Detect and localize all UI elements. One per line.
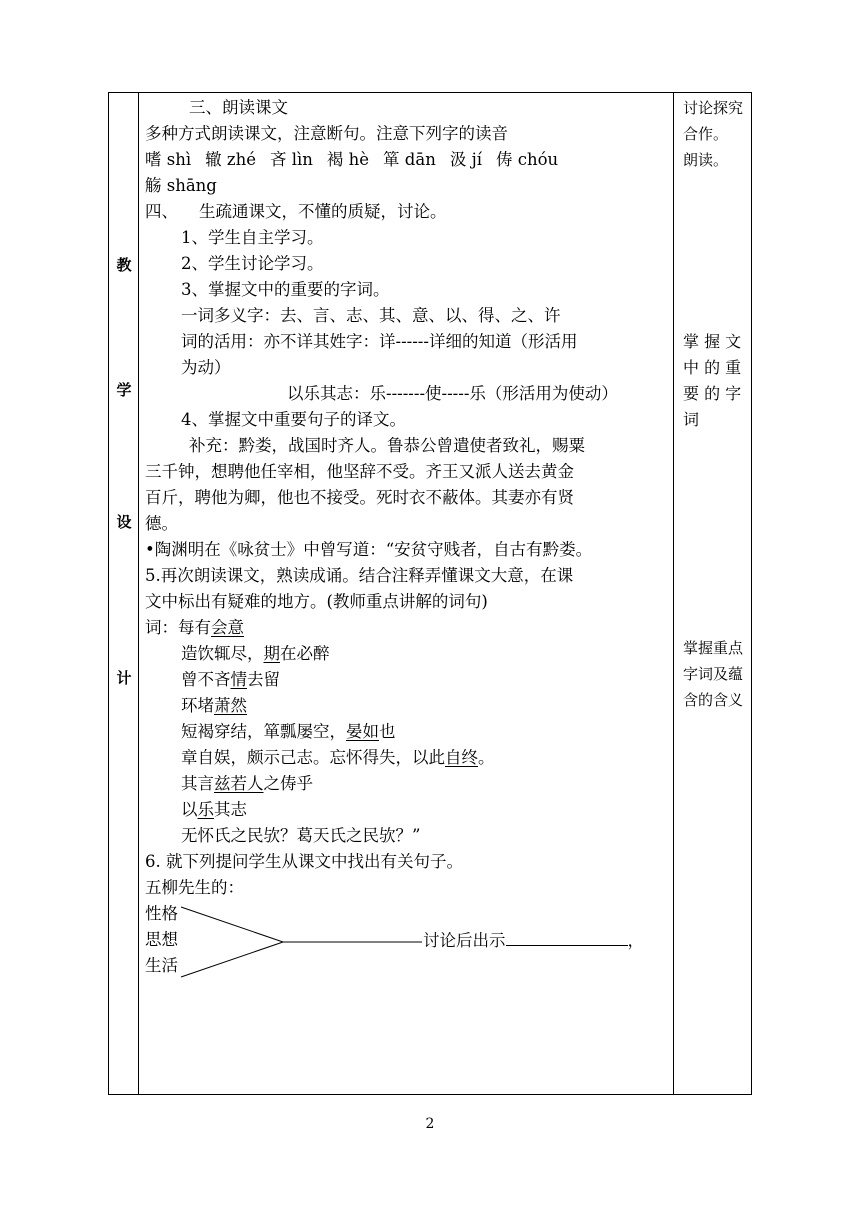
text-line: 词的活用：亦不详其姓字：详------详细的知道（形活用 [181,332,578,351]
word-line: 无怀氏之民欤？葛天氏之民欤？” [181,826,421,845]
text-line: 五柳先生的： [145,878,244,897]
text-line: 1、学生自主学习。 [181,228,324,247]
word-line [145,797,673,823]
note-line: 含的含义 [683,691,744,709]
word-line [145,667,673,693]
word-text: 曾不吝 [181,670,231,689]
text-line: 以乐其志：乐-------使-----乐（形活用为使动） [287,384,618,403]
text-line: 百斤，聘他为卿，他也不接受。死时衣不蔽体。其妻亦有贤 [145,488,574,507]
text-line: •陶渊明在《咏贫士》中曾写道：“安贫守贱者，自古有黔娄。 [145,540,593,559]
section-heading: 四、 生疏通课文，不懂的质疑，讨论。 [145,202,447,221]
lesson-table [108,92,752,1095]
text-line: 为动） [181,358,231,377]
diagram-arrow-lines [179,901,429,981]
note-line: 要 的 字 [683,384,742,403]
pinyin-item: 吝 lìn [269,150,313,169]
word-text: 词：每有 [145,618,211,637]
word-text: 以 [181,800,198,819]
word-line [145,615,673,641]
page-number: 2 [425,1116,435,1132]
section-label-char: 设 [116,513,132,531]
note-line: 中 的 重 [683,358,742,377]
text-line: 4、掌握文中重要句子的译文。 [181,410,406,429]
pinyin-item: 嗜 shì [145,150,192,169]
pinyin-line: 觞 shāng [145,176,217,195]
underlined-word: 乐 [197,800,214,819]
underlined-word: 情 [230,670,247,689]
activity-note [683,635,753,713]
word-text: 环堵 [181,696,214,715]
section-label-char: 学 [116,381,132,399]
text-line: 补充：黔娄，战国时齐人。鲁恭公曾遣使者致礼，赐粟 [189,436,585,455]
text-line: 6. 就下列提问学生从课文中找出有关句子。 [145,852,463,871]
note-line: 合作。 [683,125,729,143]
diagram-result [423,927,644,954]
column-divider [673,93,674,1094]
pinyin-item: 辙 zhé [205,150,256,169]
diagram-result-text: 讨论后出示 [423,931,506,950]
word-text: 其言 [181,774,214,793]
diagram-item: 思想 [145,930,178,949]
note-line: 掌握重点 [683,639,744,657]
note-line: 字词及蕴 [683,665,744,683]
word-text: 。 [478,748,495,767]
word-line [145,719,673,745]
answer-blank [506,927,628,946]
section-label-column [109,93,139,1094]
diagram-item: 生活 [145,956,178,975]
text-line: 3、掌握文中的重要的字词。 [181,280,390,299]
underlined-word: 会意 [211,618,244,637]
word-line [145,771,673,797]
text-line: 三千钟，想聘他任宰相，他坚辞不受。齐王又派人送去黄金 [145,462,574,481]
underlined-word: 期 [263,644,280,663]
underlined-word: 晏如 [346,722,379,741]
word-text: 其志 [214,800,247,819]
text-line: 一词多义字：去、言、志、其、意、以、得、之、许 [181,306,561,325]
pinyin-item: 褐 hè [326,150,370,169]
note-line: 讨论探究 [683,99,744,117]
diagram-result-end: ， [627,931,644,950]
pinyin-item: 汲 jí [449,150,482,169]
section-label-char: 计 [116,669,132,687]
underlined-word: 萧然 [214,696,247,715]
word-text: 也 [379,722,396,741]
word-line [145,745,673,771]
activity-note [683,329,753,433]
pinyin-line [145,147,673,173]
underlined-word: 自终 [445,748,478,767]
text-line: 文中标出有疑难的地方。(教师重点讲解的词句) [145,592,488,611]
section-label-char: 教 [116,256,132,274]
word-text: 去留 [247,670,280,689]
underlined-word: 若人 [230,774,264,793]
section-heading: 三、朗读课文 [189,98,288,117]
word-text: 短褐穿结，箪瓢屡空， [181,722,346,741]
underlined-word: 兹 [214,774,231,793]
note-line: 掌 握 文 [683,332,742,351]
text-line: 德。 [145,514,178,533]
pinyin-item: 俦 chóu [495,150,559,169]
word-text: 之俦乎 [263,774,313,793]
note-line: 词 [683,410,700,429]
character-diagram [145,901,673,981]
word-line [145,641,673,667]
activity-note [683,95,753,173]
pinyin-item: 箪 dān [383,150,436,169]
word-text: 章自娱，颇示己志。忘怀得失，以此 [181,748,445,767]
lesson-content [145,95,673,981]
text-line: 多种方式朗读课文，注意断句。注意下列字的读音 [145,124,508,143]
text-line: 2、学生讨论学习。 [181,254,324,273]
diagram-item: 性格 [145,904,178,923]
word-text: 在必醉 [280,644,330,663]
word-text: 造饮辄尽， [181,644,264,663]
note-line: 朗读。 [683,151,729,169]
word-line [145,693,673,719]
text-line: 5.再次朗读课文，熟读成诵。结合注释弄懂课文大意，在课 [145,566,574,585]
